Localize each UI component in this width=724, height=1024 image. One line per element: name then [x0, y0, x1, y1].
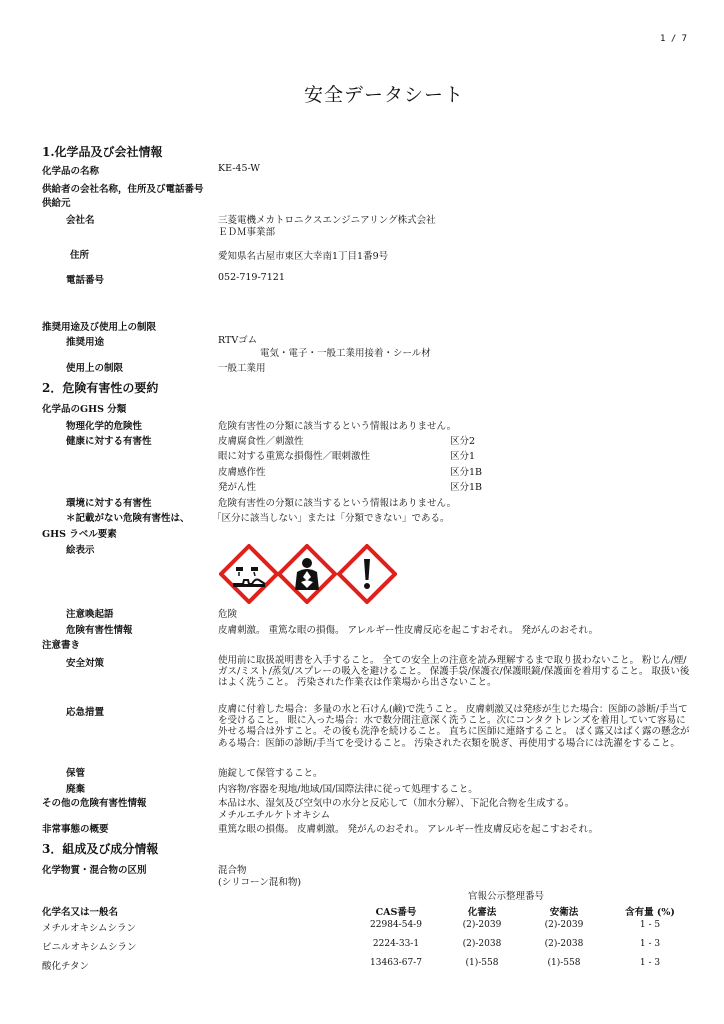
col-chemical-name: 化学名又は一般名: [42, 907, 119, 918]
corrosion-icon: [219, 544, 279, 604]
row-chemical-name: メチルオキシムシラン: [42, 923, 137, 934]
section-2-heading: 2．危険有害性の要約: [42, 381, 159, 395]
ghs-classification-label: 化学品のGHS 分類: [42, 404, 127, 415]
source-label: 供給元: [42, 198, 71, 209]
restriction-value: 一般工業用: [218, 363, 266, 374]
environmental-hazard-value: 危険有害性の分類に該当するという情報はありません。: [218, 498, 457, 509]
other-hazards-compound: メチルエチルケトオキシム: [218, 810, 331, 821]
health-item-category: 区分1B: [450, 467, 483, 478]
address-label: 住所: [70, 250, 90, 261]
first-aid-value: 皮膚に付着した場合：多量の水と石けん(鹸)で洗うこと。 皮膚刺激又は発疹が生じた場合：医師の診断/手当てを受けること。 眼に入った場合：水で数分間注意深く洗うこと。次にコンタクトレンズを着用していて容易に外せる場合は外すこと。その後も洗浄を続けること。 直ちに医師に連絡すること。 ばく露又はばく露の懸念がある場合：医師の診断/手当てを受けること。 汚染された衣類を脱ぎ、再使用する場合には洗濯をすること。: [218, 704, 690, 749]
substance-type-label: 化学物質・混合物の区別: [42, 865, 147, 876]
row-anei: (2)-2039: [544, 920, 584, 930]
first-aid-label: 応急措置: [66, 707, 105, 718]
health-item-name: 皮膚感作性: [218, 467, 266, 478]
environmental-hazard-label: 環境に対する有害性: [66, 498, 152, 509]
recommended-use-value: RTVゴム: [218, 335, 258, 346]
substance-type-value: 混合物: [218, 865, 247, 876]
hazard-statement-label: 危険有害性情報: [66, 625, 133, 636]
physical-hazard-label: 物理化学的危険性: [66, 421, 143, 432]
row-cas: 22984-54-9: [370, 920, 422, 930]
section-3-heading: 3．組成及び成分情報: [42, 842, 159, 856]
company-name: 三菱電機メカトロニクスエンジニアリング株式会社: [218, 215, 436, 226]
storage-label: 保管: [66, 768, 86, 779]
prevention-value: 使用前に取扱説明書を入手すること。 全ての安全上の注意を読み理解するまで取り扱わないこと。 粉じん/煙/ガス/ミスト/蒸気/スプレーの吸入を避けること。 保護手袋/保護衣/保護眼鏡/保護面を着用すること。 取扱い後はよく洗うこと。 汚染された作業衣は作業場から出さないこと。: [218, 655, 690, 689]
health-item-name: 眼に対する重篤な損傷性／眼刺激性: [218, 451, 371, 462]
note-value: 「区分に該当しない」または「分類できない」である。: [212, 513, 450, 524]
health-item-category: 区分1: [450, 451, 476, 462]
supplier-label: 供給者の会社名称，住所及び電話番号: [42, 184, 204, 195]
health-item-name: 発がん性: [218, 482, 257, 493]
health-item-name: 皮膚腐食性／刺激性: [218, 436, 304, 447]
substance-type-detail: (シリコーン混和物): [218, 877, 302, 888]
health-hazard-label: 健康に対する有害性: [66, 436, 152, 447]
precautionary-label: 注意書き: [42, 640, 81, 651]
document-title: 安全データシート: [304, 84, 465, 106]
recommended-use-label: 推奨用途: [66, 337, 105, 348]
signal-word-value: 危険: [218, 609, 238, 620]
health-item-category: 区分1B: [450, 482, 483, 493]
row-cas: 13463-67-7: [370, 958, 422, 968]
company-division: ＥＤＭ事業部: [218, 227, 276, 238]
col-kashin: 化審法: [467, 907, 497, 918]
phone-value: 052-719-7121: [218, 272, 285, 283]
row-chemical-name: ビニルオキシムシラン: [42, 942, 137, 953]
signal-word-label: 注意喚起語: [66, 609, 114, 620]
recommended-use-detail: 電気・電子・一般工業用接着・シール材: [260, 348, 431, 359]
other-hazards-value: 本品は水、湿気及び空気中の水分と反応して（加水分解）、下記化合物を生成する。: [218, 798, 575, 809]
page-number: 1 / 7: [660, 34, 688, 44]
col-anei: 安衛法: [549, 907, 579, 918]
product-name-value: KE-45-W: [218, 163, 260, 174]
emergency-overview-value: 重篤な眼の損傷。 皮膚刺激。 発がんのおそれ。 アレルギー性皮膚反応を起こすおそれ。: [218, 824, 599, 835]
health-item-category: 区分2: [450, 436, 476, 447]
gov-number-header: 官報公示整理番号: [468, 891, 545, 902]
col-cas: CAS番号: [375, 907, 417, 918]
storage-value: 施錠して保管すること。: [218, 768, 323, 779]
row-cas: 2224-33-1: [372, 939, 420, 949]
restriction-label: 使用上の制限: [66, 363, 124, 374]
pictogram-label: 絵表示: [66, 545, 95, 556]
disposal-value: 内容物/容器を現地/地域/国/国際法律に従って処理すること。: [218, 784, 478, 795]
use-restriction-label: 推奨用途及び使用上の制限: [42, 322, 157, 333]
ghs-label-elements-label: GHS ラベル要素: [42, 529, 117, 540]
row-kashin: (2)-2039: [462, 920, 502, 930]
product-name-label: 化学品の名称: [42, 166, 100, 177]
exclamation-mark-icon: [337, 544, 397, 604]
row-anei: (2)-2038: [544, 939, 584, 949]
col-content: 含有量 (%): [625, 907, 675, 918]
row-content: 1 - 3: [639, 958, 661, 968]
company-label: 会社名: [66, 215, 95, 226]
row-kashin: (1)-558: [465, 958, 499, 968]
row-kashin: (2)-2038: [462, 939, 502, 949]
emergency-overview-label: 非常事態の概要: [42, 824, 109, 835]
disposal-label: 廃棄: [66, 784, 86, 795]
other-hazards-label: その他の危険有害性情報: [42, 798, 147, 809]
prevention-label: 安全対策: [66, 658, 105, 669]
hazard-statement-value: 皮膚刺激。 重篤な眼の損傷。 アレルギー性皮膚反応を起こすおそれ。 発がんのおそれ。: [218, 625, 599, 636]
address-value: 愛知県名古屋市東区大幸南1丁目1番9号: [218, 251, 389, 262]
section-1-heading: 1.化学品及び会社情報: [42, 145, 163, 159]
health-hazard-icon: [277, 544, 337, 604]
row-content: 1 - 3: [639, 939, 661, 949]
physical-hazard-value: 危険有害性の分類に該当するという情報はありません。: [218, 421, 457, 432]
row-anei: (1)-558: [547, 958, 581, 968]
note-label: ＊記載がない危険有害性は、: [66, 513, 190, 524]
row-chemical-name: 酸化チタン: [42, 961, 90, 972]
phone-label: 電話番号: [66, 275, 105, 286]
row-content: 1 - 5: [639, 920, 661, 930]
